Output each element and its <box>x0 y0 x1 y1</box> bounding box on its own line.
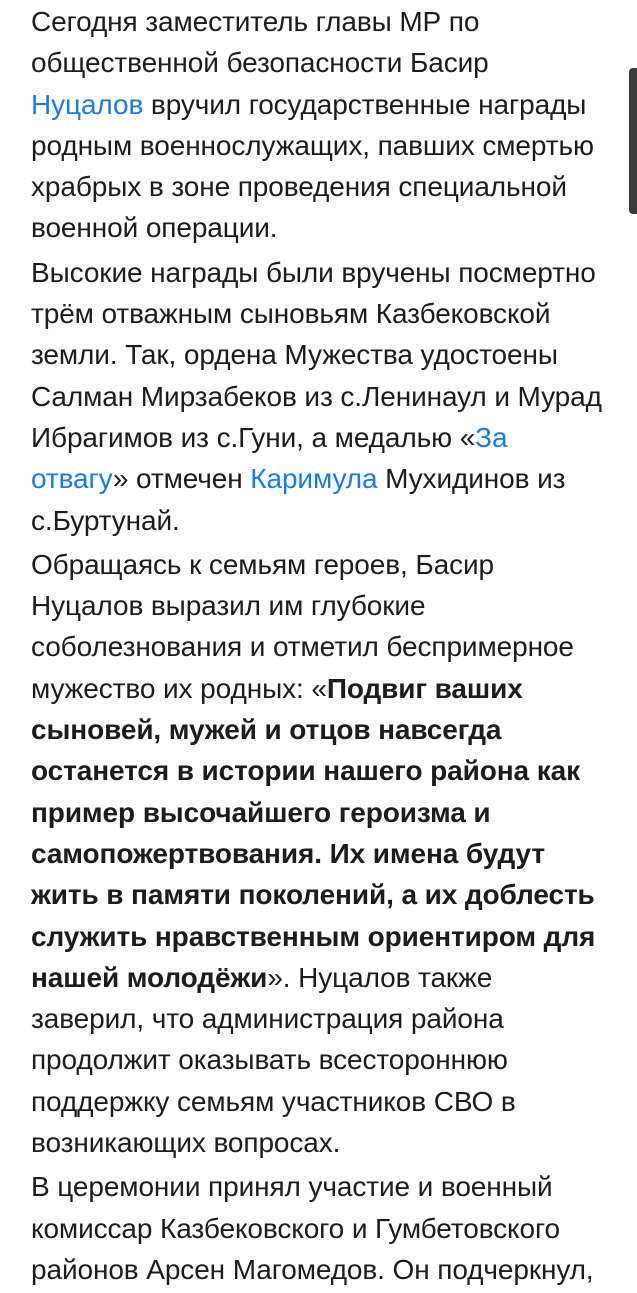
text-line: земли. Так, ордена Мужества удостоены <box>31 339 558 371</box>
paragraph-awards <box>31 252 637 541</box>
text-line: комиссар Казбековского и Гумбетовского <box>31 1212 560 1244</box>
text-fragment: мужество их родных: « <box>31 672 327 704</box>
link-karimula[interactable]: Каримула <box>250 463 378 495</box>
quote-line: служить нравственным ориентиром для <box>31 920 596 952</box>
text-fragment: ». Нуцалов также <box>267 961 493 993</box>
link-za-otvagu-cont[interactable]: отвагу <box>31 463 113 495</box>
link-za-otvagu[interactable]: За <box>475 421 508 453</box>
text-fragment: вручил государственные награды <box>143 88 587 120</box>
quote-line: жить в памяти поколений, а их доблесть <box>31 879 595 911</box>
text-line: трём отважным сыновьям Казбековской <box>31 298 551 330</box>
text-line: соболезнования и отметил беспримерное <box>31 631 574 663</box>
text-line: общественной безопасности Басир <box>31 47 489 79</box>
text-line <box>31 458 637 499</box>
paragraph-intro <box>31 1 637 249</box>
text-line: Нуцалов выразил им глубокие <box>31 590 426 622</box>
quote-line: пример высочайшего героизма и <box>31 796 491 828</box>
text-fragment: » отмечен <box>112 463 251 495</box>
text-fragment: Мухидинов из <box>377 463 566 495</box>
text-line: районов Арсен Магомедов. Он подчеркнул, <box>31 1253 594 1285</box>
text-line: с.Буртунай. <box>31 504 180 536</box>
quote-bold: нашей молодёжи <box>31 961 268 993</box>
text-line: возникающих вопросах. <box>31 1127 341 1159</box>
text-line: В церемонии принял участие и военный <box>31 1171 553 1203</box>
paragraph-condolences <box>31 544 637 1163</box>
article-body <box>31 1 637 1293</box>
text-line <box>31 417 637 458</box>
text-line: Обращаясь к семьям героев, Басир <box>31 548 495 580</box>
text-line: Салман Мирзабеков из с.Ленинаул и Мурад <box>31 380 602 412</box>
text-fragment: Ибрагимов из с.Гуни, а медалью « <box>31 421 476 453</box>
text-line: военной операции. <box>31 212 278 244</box>
quote-bold: Подвиг ваших <box>326 672 523 704</box>
paragraph-commissar <box>31 1166 637 1290</box>
text-line: родным военнослужащих, павших смертью <box>31 129 594 161</box>
text-line: Сегодня заместитель главы МР по <box>31 6 480 37</box>
text-line <box>31 84 637 125</box>
text-line: продолжит оказывать всестороннюю <box>31 1044 508 1076</box>
text-line: храбрых в зоне проведения специальной <box>31 171 567 203</box>
quote-line: сыновей, мужей и отцов навсегда <box>31 714 502 746</box>
text-line <box>31 957 637 998</box>
text-line: поддержку семьям участников СВО в <box>31 1085 516 1117</box>
quote-line: самопожертвования. Их имена будут <box>31 837 545 869</box>
scrollbar-thumb[interactable] <box>629 68 637 214</box>
text-line: заверил, что администрация района <box>31 1003 504 1035</box>
text-line <box>31 668 637 709</box>
quote-line: останется в истории нашего района как <box>31 755 580 787</box>
text-line: Высокие награды были вручены посмертно <box>31 256 596 288</box>
link-nutsalov[interactable]: Нуцалов <box>31 88 144 120</box>
